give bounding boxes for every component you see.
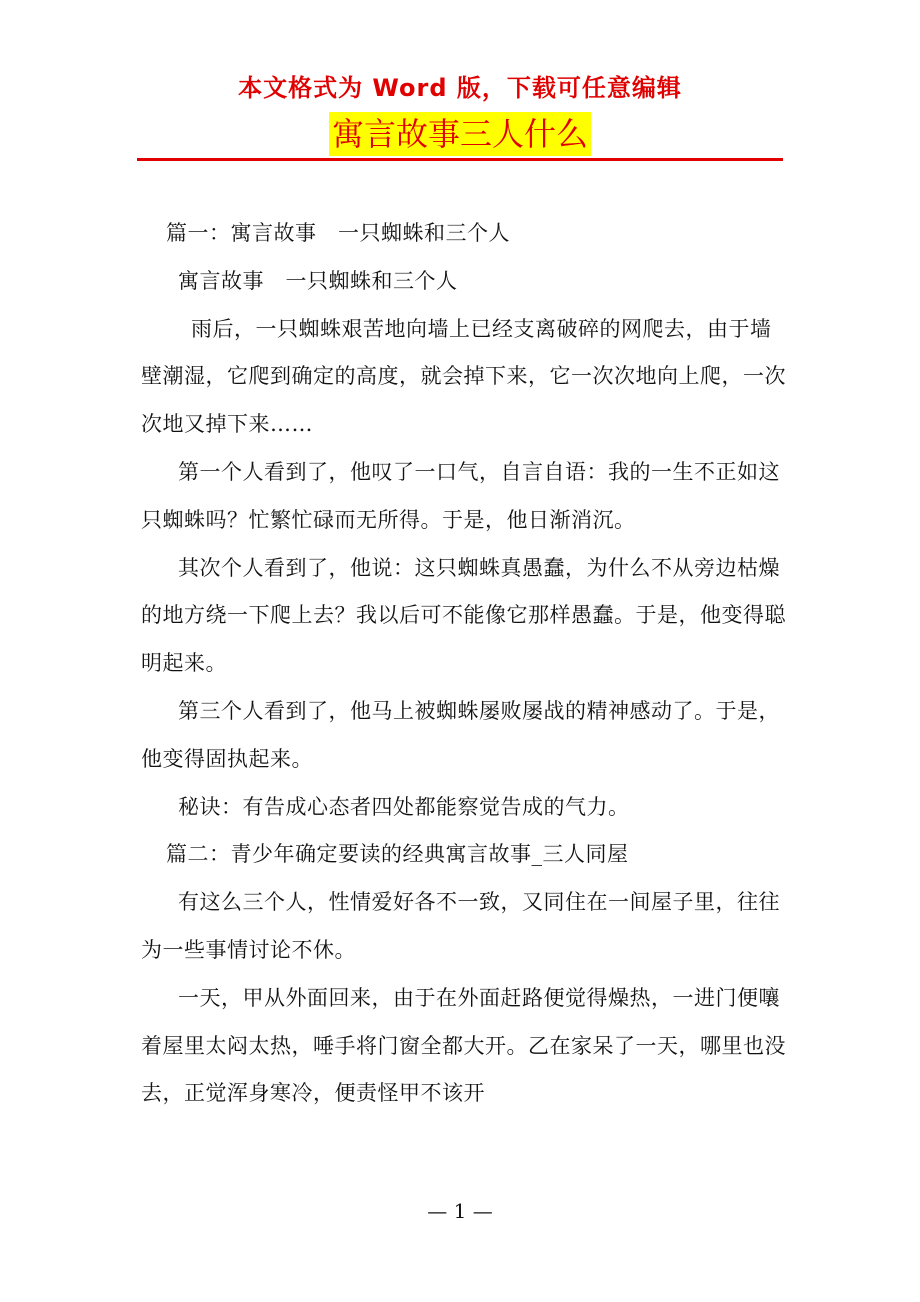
paragraph: 篇二：青少年确定要读的经典寓言故事_三人同屋 [166,842,629,867]
paragraph: 篇一：寓言故事 一只蜘蛛和三个人 [166,221,510,245]
paragraph: 寓言故事 一只蜘蛛和三个人 [178,268,458,293]
document-body [141,210,786,1118]
title-divider [137,158,783,161]
paragraph: 第三个人看到了，他马上被蜘蛛屡败屡战的精神感动了。于是，他变得固执起来。 [141,698,780,771]
paragraph: 其次个人看到了，他说：这只蜘蛛真愚蠢，为什么不从旁边枯燥的地方绕一下爬上去？我以后可不能像它那样愚蠢。于是，他变得聪明起来。 [141,555,786,676]
paragraph: 第一个人看到了，他叹了一口气，自言自语：我的一生不正如这只蜘蛛吗？忙繁忙碌而无所得。于是，他日渐消沉。 [141,459,780,532]
page-title: 寓言故事三人什么 [329,112,591,156]
paragraph: 一天，甲从外面回来，由于在外面赶路便觉得燥热，一进门便嚷着屋里太闷太热，唾手将门窗全都大开。乙在家呆了一天，哪里也没去，正觉浑身寒冷，便责怪甲不该开 [141,985,786,1106]
page-number: — 1 — [427,1199,493,1223]
paragraph: 秘诀：有告成心态者四处都能察觉告成的气力。 [178,794,630,819]
format-notice-banner: 本文格式为 Word 版，下载可任意编辑 [238,74,682,102]
title-container [0,112,920,156]
paragraph: 有这么三个人，性情爱好各不一致，又同住在一间屋子里，往往为一些事情讨论不休。 [141,890,780,962]
paragraph: 雨后，一只蜘蛛艰苦地向墙上已经支离破碎的网爬去，由于墙壁潮湿，它爬到确定的高度，就会掉下来，它一次次地向上爬，一次次地又掉下来…… [141,316,786,437]
